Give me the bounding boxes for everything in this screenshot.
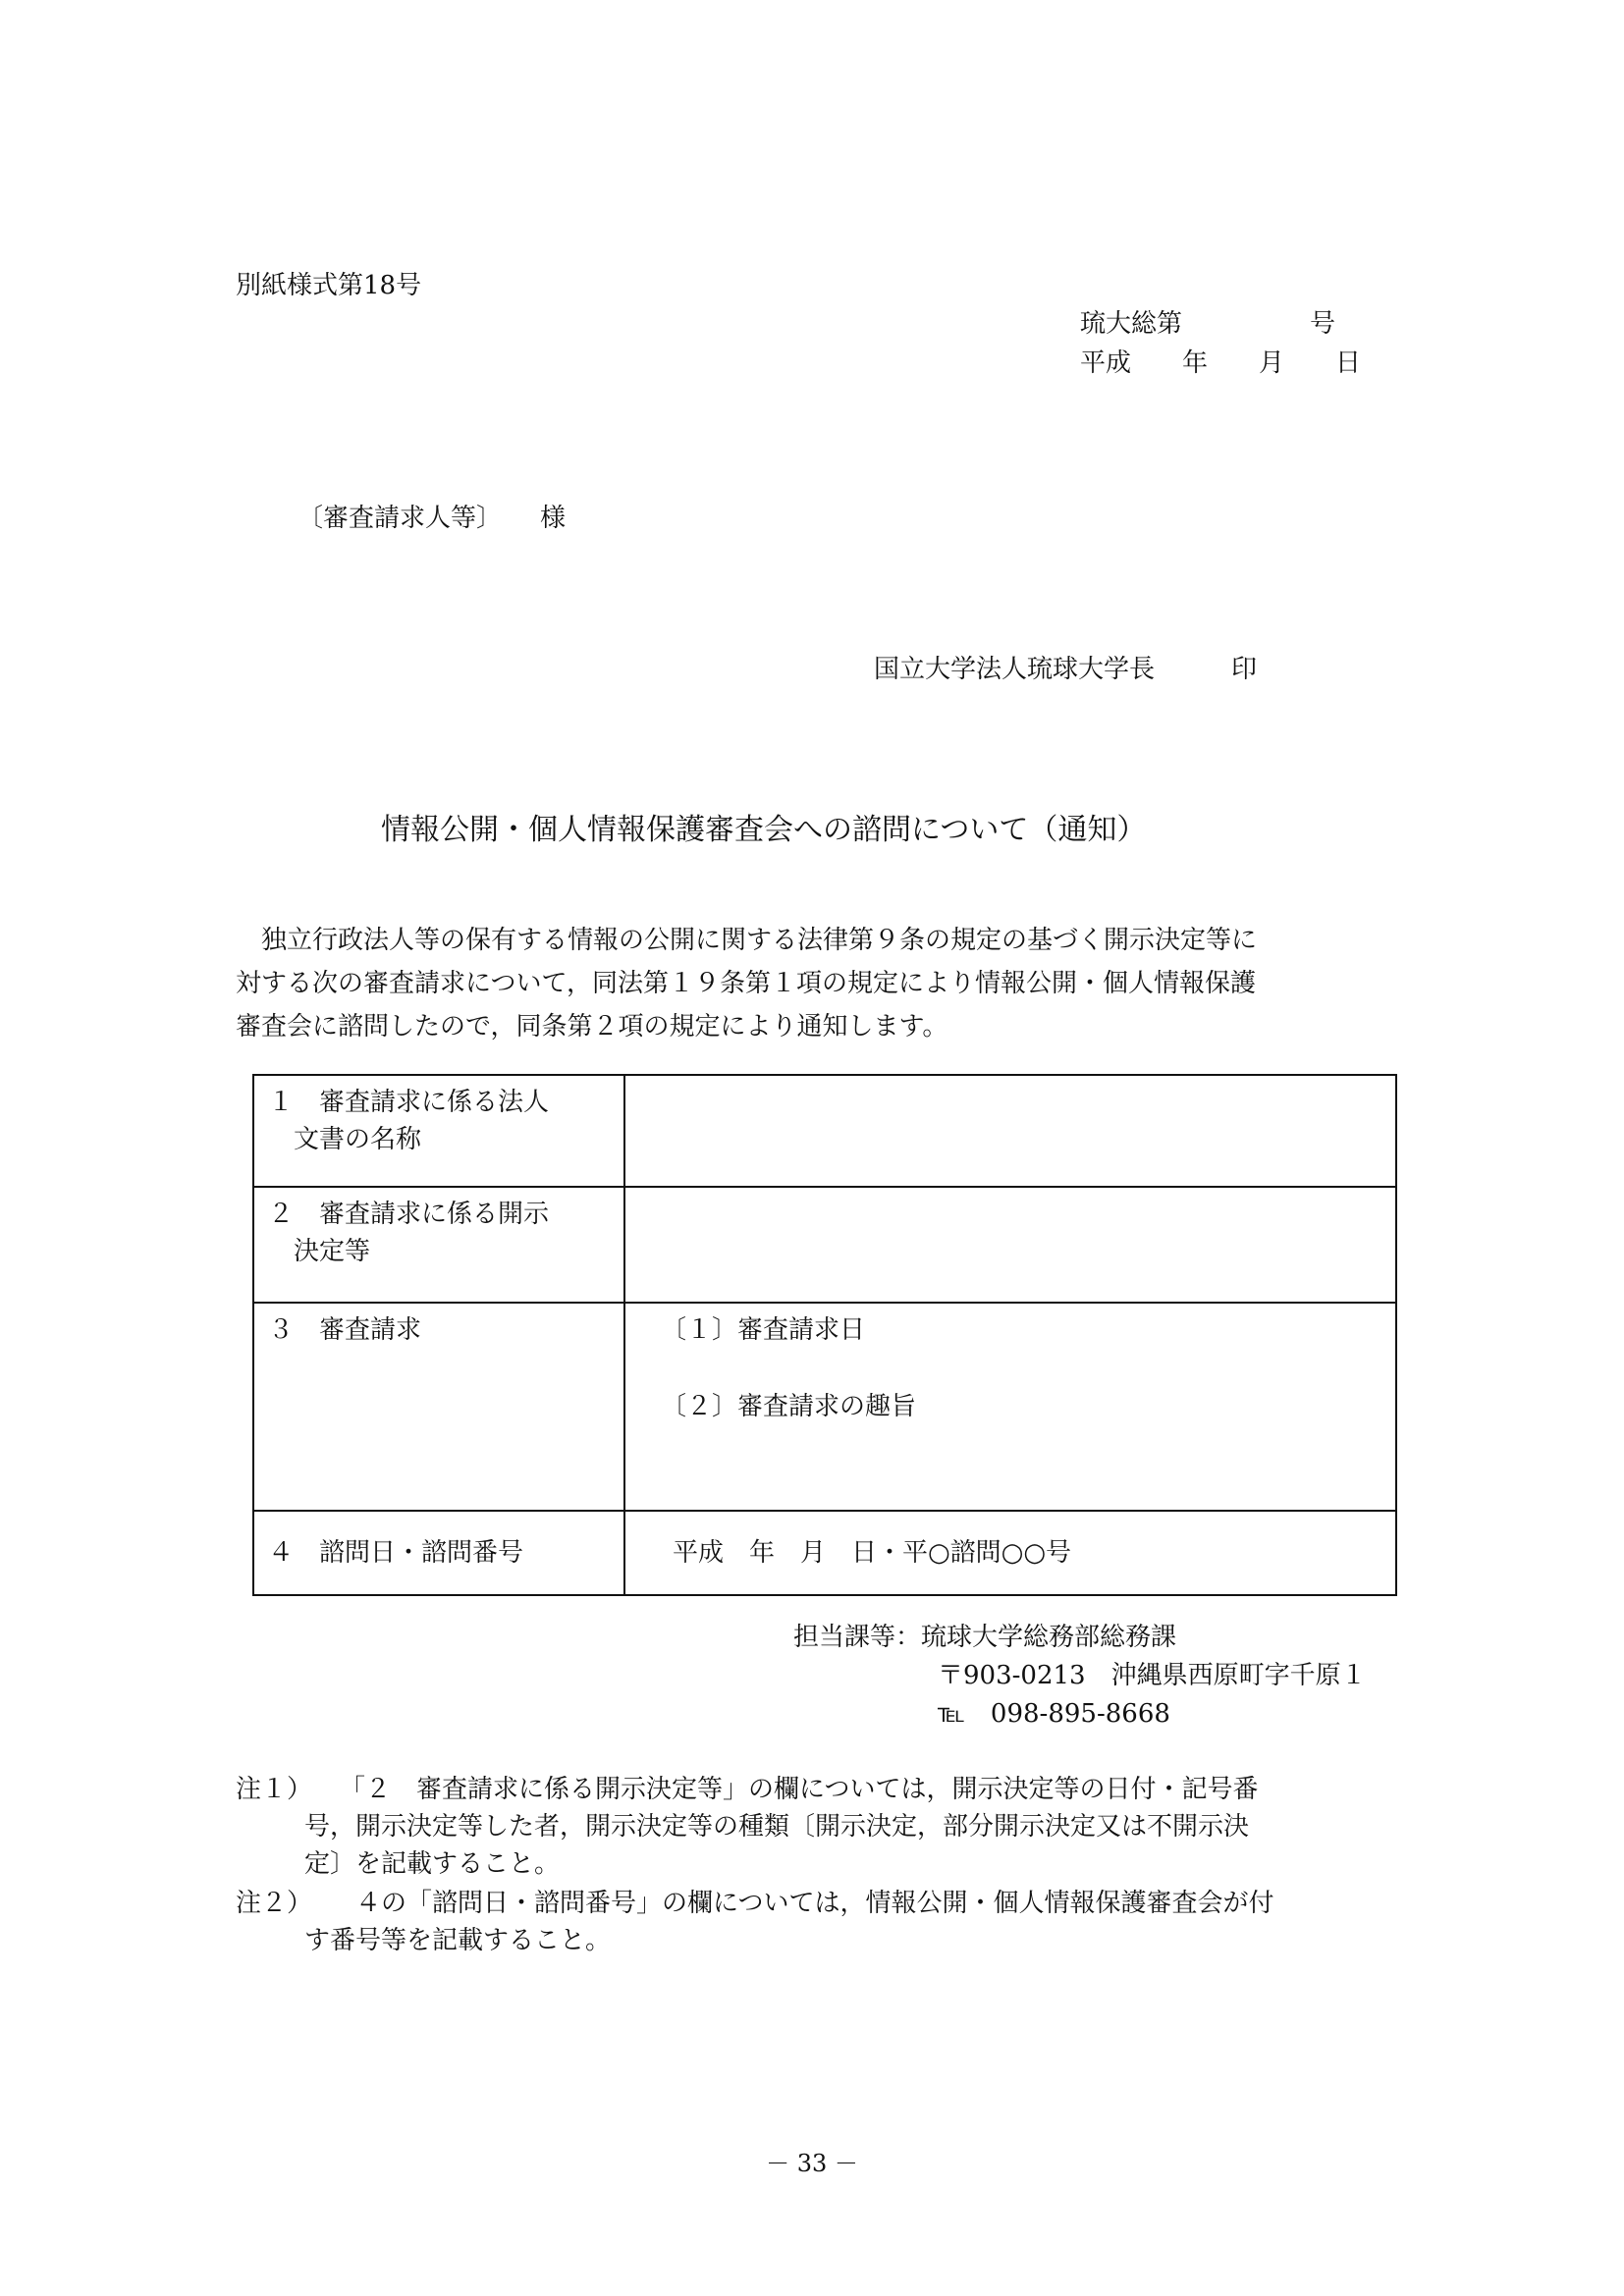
contact-address: 〒903-0213 沖縄県西原町字千原１ xyxy=(938,1661,1367,1690)
body-line: 対する次の審査請求について，同法第１９条第１項の規定により情報公開・個人情報保護 xyxy=(236,969,1256,998)
request-purpose-label: 〔２〕審査請求の趣旨 xyxy=(661,1392,917,1421)
page-number: － 33 － xyxy=(766,2150,858,2177)
body-line: 審査会に諮問したので，同条第２項の規定により通知します。 xyxy=(236,1012,948,1041)
request-date-label: 〔１〕審査請求日 xyxy=(661,1315,866,1345)
note-2-text: ４の「諮問日・諮問番号」の欄については，情報公開・個人情報保護審査会が付 す番号等を記載すること。 xyxy=(304,1889,1274,1955)
note-1-label: 注１） xyxy=(236,1775,313,1804)
row1-label: １ 審査請求に係る法人 文書の名称 xyxy=(253,1075,624,1187)
row2-value xyxy=(624,1187,1396,1303)
sender: 国立大学法人琉球大学長 印 xyxy=(874,655,1258,684)
row3-value xyxy=(624,1303,1396,1511)
row3-label: ３ 審査請求 xyxy=(253,1303,624,1511)
request-table xyxy=(252,1074,1397,1596)
note-2-label: 注２） xyxy=(236,1889,313,1918)
contact-department: 担当課等：琉球大学総務部総務課 xyxy=(793,1623,1177,1652)
form-number: 別紙様式第18号 xyxy=(236,271,422,300)
table-row xyxy=(253,1303,1396,1511)
note-1-text: 「２ 審査請求に係る開示決定等」の欄については，開示決定等の日付・記号番 号，開示決定等した者，開示決定等の種類〔開示決定，部分開示決定又は不開示決 定〕を記載すること。 xyxy=(304,1775,1259,1879)
body-line: 独立行政法人等の保有する情報の公開に関する法律第９条の規定の基づく開示決定等に xyxy=(236,926,1258,955)
reference-number: 琉大総第 号 xyxy=(1080,309,1336,339)
table-row xyxy=(253,1187,1396,1303)
row1-value xyxy=(624,1075,1396,1187)
contact-phone: ℡ 098-895-8668 xyxy=(938,1699,1170,1729)
body-paragraph xyxy=(236,919,1394,1048)
document-title: 情報公開・個人情報保護審査会への諮問について（通知） xyxy=(381,813,1147,847)
row2-label: ２ 審査請求に係る開示 決定等 xyxy=(253,1187,624,1303)
table-row xyxy=(253,1075,1396,1187)
table-row xyxy=(253,1511,1396,1595)
addressee: 〔審査請求人等〕 様 xyxy=(298,504,567,533)
row4-label: ４ 諮問日・諮問番号 xyxy=(253,1511,624,1595)
issue-date: 平成 年 月 日 xyxy=(1080,348,1362,378)
row4-value: 平成 年 月 日・平○諮問○○号 xyxy=(624,1511,1396,1595)
